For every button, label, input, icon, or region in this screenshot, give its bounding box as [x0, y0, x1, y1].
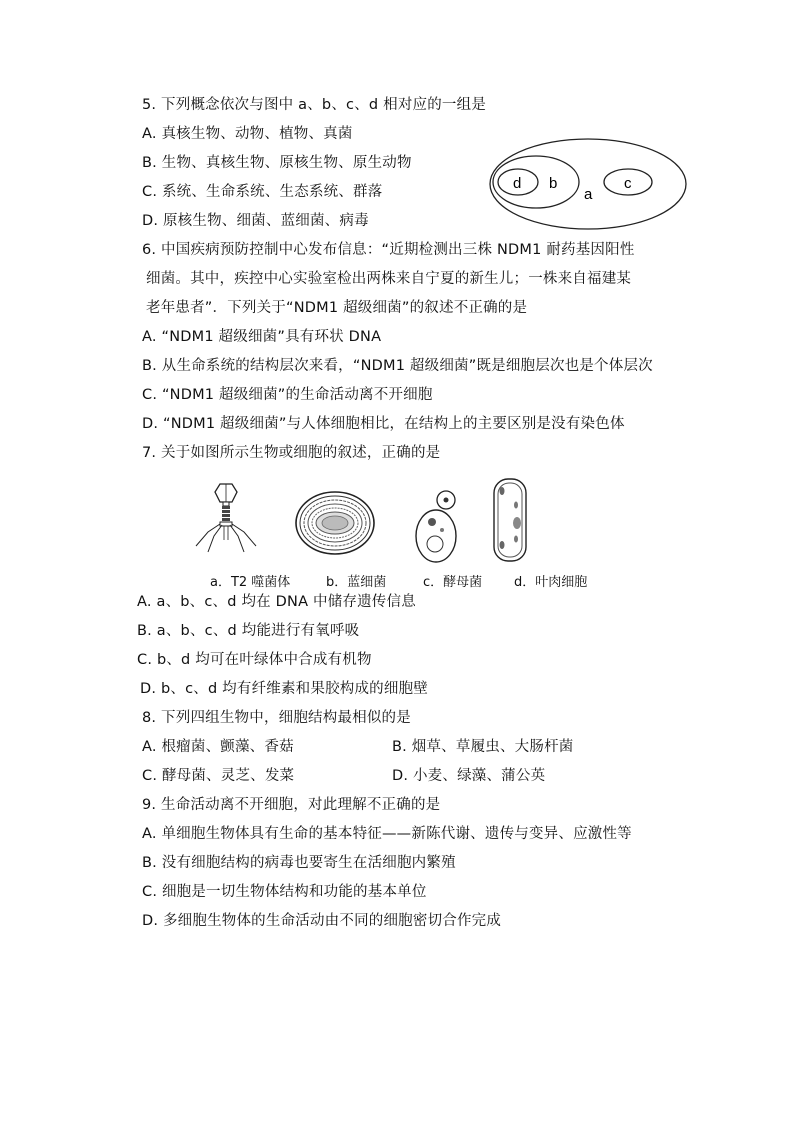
q9-option-c: C. 细胞是一切生物体结构和功能的基本单位 [142, 884, 427, 900]
caption-yeast: c．酵母菌 [423, 575, 483, 590]
mesophyll-cell-figure [490, 475, 532, 567]
q7-option-a: A. a、b、c、d 均在 DNA 中储存遗传信息 [137, 594, 416, 610]
q5-option-d: D. 原核生物、细菌、蓝细菌、病毒 [142, 213, 369, 229]
label-c: c [624, 175, 632, 192]
q8-option-a: A. 根瘤菌、颤藻、香菇 [142, 739, 294, 755]
label-d: d [513, 175, 522, 192]
q7-option-c: C. b、d 均可在叶绿体中合成有机物 [137, 652, 372, 668]
q5-option-c: C. 系统、生命系统、生态系统、群落 [142, 184, 383, 200]
q7-stem: 7. 关于如图所示生物或细胞的叙述，正确的是 [142, 445, 441, 461]
q8-option-b: B. 烟草、草履虫、大肠杆菌 [392, 739, 574, 755]
q6-stem-line-3: 老年患者”．下列关于“NDM1 超级细菌”的叙述不正确的是 [146, 300, 528, 316]
q5-option-b: B. 生物、真核生物、原核生物、原生动物 [142, 155, 412, 171]
q9-option-a: A. 单细胞生物体具有生命的基本特征——新陈代谢、遗传与变异、应激性等 [142, 826, 632, 842]
t2-phage-figure [190, 480, 262, 560]
ellipse-b [493, 156, 579, 208]
q5-stem: 5. 下列概念依次与图中 a、b、c、d 相对应的一组是 [142, 97, 487, 113]
q7-option-d: D. b、c、d 均有纤维素和果胶构成的细胞壁 [140, 681, 428, 697]
q8-option-d: D. 小麦、绿藻、蒲公英 [392, 768, 546, 784]
yeast-figure [412, 486, 462, 566]
q6-stem-line-1: 6. 中国疾病预防控制中心发布信息：“近期检测出三株 NDM1 耐药基因阳性 [142, 242, 635, 258]
q6-option-d: D. “NDM1 超级细菌”与人体细胞相比，在结构上的主要区别是没有染色体 [142, 416, 625, 432]
caption-t2-phage: a．T2 噬菌体 [210, 575, 291, 590]
concept-venn-diagram [488, 136, 690, 232]
q9-option-d: D. 多细胞生物体的生命活动由不同的细胞密切合作完成 [142, 913, 502, 929]
q6-option-b: B. 从生命系统的结构层次来看，“NDM1 超级细菌”既是细胞层次也是个体层次 [142, 358, 653, 374]
q9-option-b: B. 没有细胞结构的病毒也要寄生在活细胞内繁殖 [142, 855, 456, 871]
q6-option-c: C. “NDM1 超级细菌”的生命活动离不开细胞 [142, 387, 433, 403]
q9-stem: 9. 生命活动离不开细胞，对此理解不正确的是 [142, 797, 441, 813]
cyanobacteria-figure [294, 490, 376, 556]
label-b: b [549, 175, 558, 192]
q8-stem: 8. 下列四组生物中，细胞结构最相似的是 [142, 710, 411, 726]
label-a: a [584, 186, 593, 203]
q7-option-b: B. a、b、c、d 均能进行有氧呼吸 [137, 623, 360, 639]
caption-cyanobacteria: b．蓝细菌 [326, 575, 387, 590]
caption-mesophyll-cell: d．叶肉细胞 [514, 575, 588, 590]
q5-option-a: A. 真核生物、动物、植物、真菌 [142, 126, 353, 142]
q8-option-c: C. 酵母菌、灵芝、发菜 [142, 768, 295, 784]
q6-stem-line-2: 细菌。其中，疾控中心实验室检出两株来自宁夏的新生儿；一株来自福建某 [146, 271, 632, 287]
q6-option-a: A. “NDM1 超级细菌”具有环状 DNA [142, 329, 382, 345]
